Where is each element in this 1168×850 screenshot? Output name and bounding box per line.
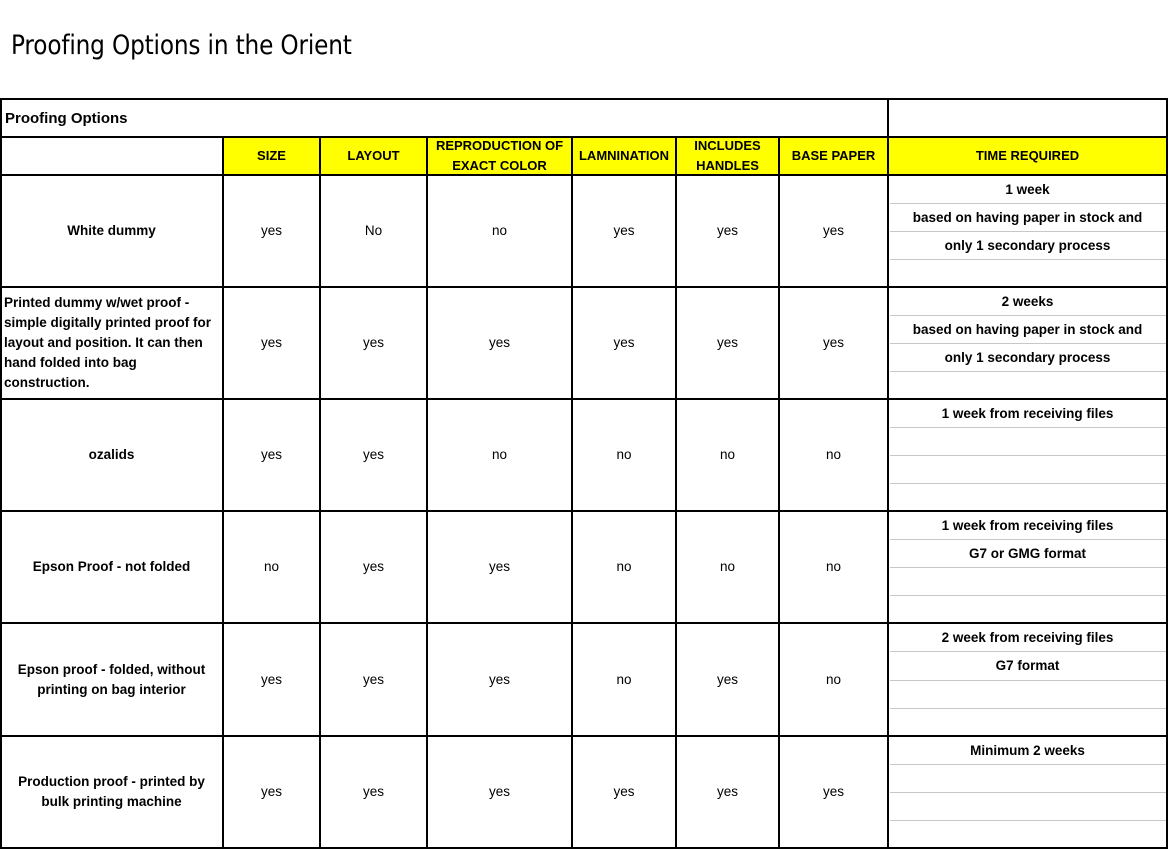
table-cell: no — [616, 447, 632, 462]
table-cell: yes — [613, 335, 635, 350]
time-required-line — [888, 792, 1167, 820]
column-header: LAMNINATION — [578, 148, 670, 163]
table-cell: yes — [716, 335, 738, 350]
grid-line — [571, 136, 573, 849]
table-cell: yes — [362, 447, 384, 462]
time-divider — [890, 595, 1167, 596]
column-header: SIZE — [257, 148, 286, 163]
table-cell: No — [364, 223, 383, 238]
table-cell: yes — [716, 671, 738, 687]
table-cell: no — [491, 223, 508, 238]
time-required-line — [888, 764, 1167, 792]
table-cell: no — [825, 447, 842, 462]
time-divider — [890, 259, 1167, 260]
time-required-line: based on having paper in stock and — [912, 209, 1143, 225]
time-required-line: based on having paper in stock and — [912, 321, 1143, 337]
time-required-line: G7 format — [995, 657, 1060, 673]
column-header: INCLUDES HANDLES — [694, 138, 761, 173]
table-cell: no — [825, 559, 842, 574]
grid-line — [0, 847, 1168, 849]
table-cell: yes — [260, 447, 282, 462]
table-cell: no — [719, 559, 736, 574]
time-required-line: 2 week from receiving files — [941, 629, 1114, 645]
grid-line — [778, 136, 780, 849]
time-required-line — [888, 567, 1167, 595]
time-divider — [890, 651, 1167, 652]
time-divider — [890, 427, 1167, 428]
time-divider — [890, 203, 1167, 204]
table-cell: yes — [362, 559, 384, 574]
time-divider — [890, 539, 1167, 540]
grid-line — [0, 735, 1168, 737]
row-name: White dummy — [67, 223, 156, 238]
grid-line — [0, 510, 1168, 512]
table-cell: yes — [260, 335, 282, 350]
table-cell: yes — [716, 784, 738, 799]
time-required-line: Minimum 2 weeks — [970, 742, 1085, 758]
table-cell: yes — [488, 335, 510, 350]
time-divider — [890, 680, 1167, 681]
table-cell: yes — [362, 784, 384, 799]
time-divider — [890, 820, 1167, 821]
time-divider — [890, 455, 1167, 456]
table-cell: yes — [488, 559, 510, 574]
table-cell: yes — [260, 784, 282, 799]
time-required-line — [888, 371, 1167, 399]
grid-line — [0, 136, 1168, 138]
table-cell: no — [263, 559, 280, 574]
column-header: REPRODUCTION OF EXACT COLOR — [435, 138, 564, 173]
time-divider — [890, 371, 1167, 372]
grid-line — [222, 136, 224, 849]
table-cell: yes — [822, 784, 844, 799]
time-required-line: only 1 secondary process — [944, 349, 1111, 365]
table-cell: yes — [488, 671, 510, 687]
time-divider — [890, 567, 1167, 568]
grid-line — [319, 136, 321, 849]
time-required-line — [888, 708, 1167, 736]
table-cell: yes — [260, 223, 282, 238]
table-cell: yes — [613, 784, 635, 799]
time-required-line: 1 week from receiving files — [941, 405, 1114, 421]
row-name: Printed dummy w/wet proof - simple digitally printed proof for layout and position. It can then hand folded into bag construction. — [4, 295, 212, 390]
time-divider — [890, 343, 1167, 344]
grid-line — [887, 98, 889, 849]
table-cell: yes — [822, 335, 844, 350]
time-divider — [890, 792, 1167, 793]
grid-line — [0, 98, 2, 849]
table-cell: yes — [362, 671, 384, 687]
grid-line — [0, 398, 1168, 400]
time-required-line: 1 week — [1005, 181, 1050, 197]
grid-line — [0, 174, 1168, 176]
time-required-line — [888, 595, 1167, 623]
time-required-line: 2 weeks — [1001, 293, 1054, 309]
time-required-line — [888, 455, 1167, 483]
time-required-line: 1 week from receiving files — [941, 517, 1114, 533]
time-required-line — [888, 427, 1167, 455]
time-divider — [890, 708, 1167, 709]
column-header: TIME REQUIRED — [975, 148, 1080, 163]
section-label: Proofing Options — [5, 110, 128, 127]
time-divider — [890, 764, 1167, 765]
table-cell: yes — [488, 784, 510, 799]
page-title: Proofing Options in the Orient — [11, 30, 352, 61]
table-cell: yes — [362, 335, 384, 350]
table-cell: no — [719, 447, 736, 462]
grid-line — [0, 622, 1168, 624]
column-header: LAYOUT — [347, 148, 400, 163]
row-name: Epson proof - folded, without printing on bag interior — [17, 661, 206, 697]
row-name: Production proof - printed by bulk printing machine — [18, 774, 205, 809]
time-required-line — [888, 483, 1167, 511]
time-required-line: only 1 secondary process — [944, 237, 1111, 253]
table-cell: yes — [716, 223, 738, 238]
grid-line — [0, 98, 1168, 100]
table-cell: no — [616, 559, 632, 574]
column-header: BASE PAPER — [791, 148, 876, 163]
time-required-line — [888, 259, 1167, 287]
time-divider — [890, 483, 1167, 484]
grid-line — [0, 286, 1168, 288]
time-required-line — [888, 820, 1167, 848]
time-required-line: G7 or GMG format — [968, 545, 1086, 561]
table-cell: no — [491, 447, 508, 462]
table-cell: yes — [260, 671, 282, 687]
time-required-line — [888, 680, 1167, 708]
table-cell: yes — [822, 223, 844, 238]
time-divider — [890, 315, 1167, 316]
table-cell: yes — [613, 223, 635, 238]
row-name: Epson Proof - not folded — [32, 559, 191, 574]
table-cell: no — [616, 671, 632, 687]
time-divider — [890, 231, 1167, 232]
row-name: ozalids — [88, 447, 135, 462]
grid-line — [426, 136, 428, 849]
table-cell: no — [825, 671, 842, 687]
grid-line — [675, 136, 677, 849]
